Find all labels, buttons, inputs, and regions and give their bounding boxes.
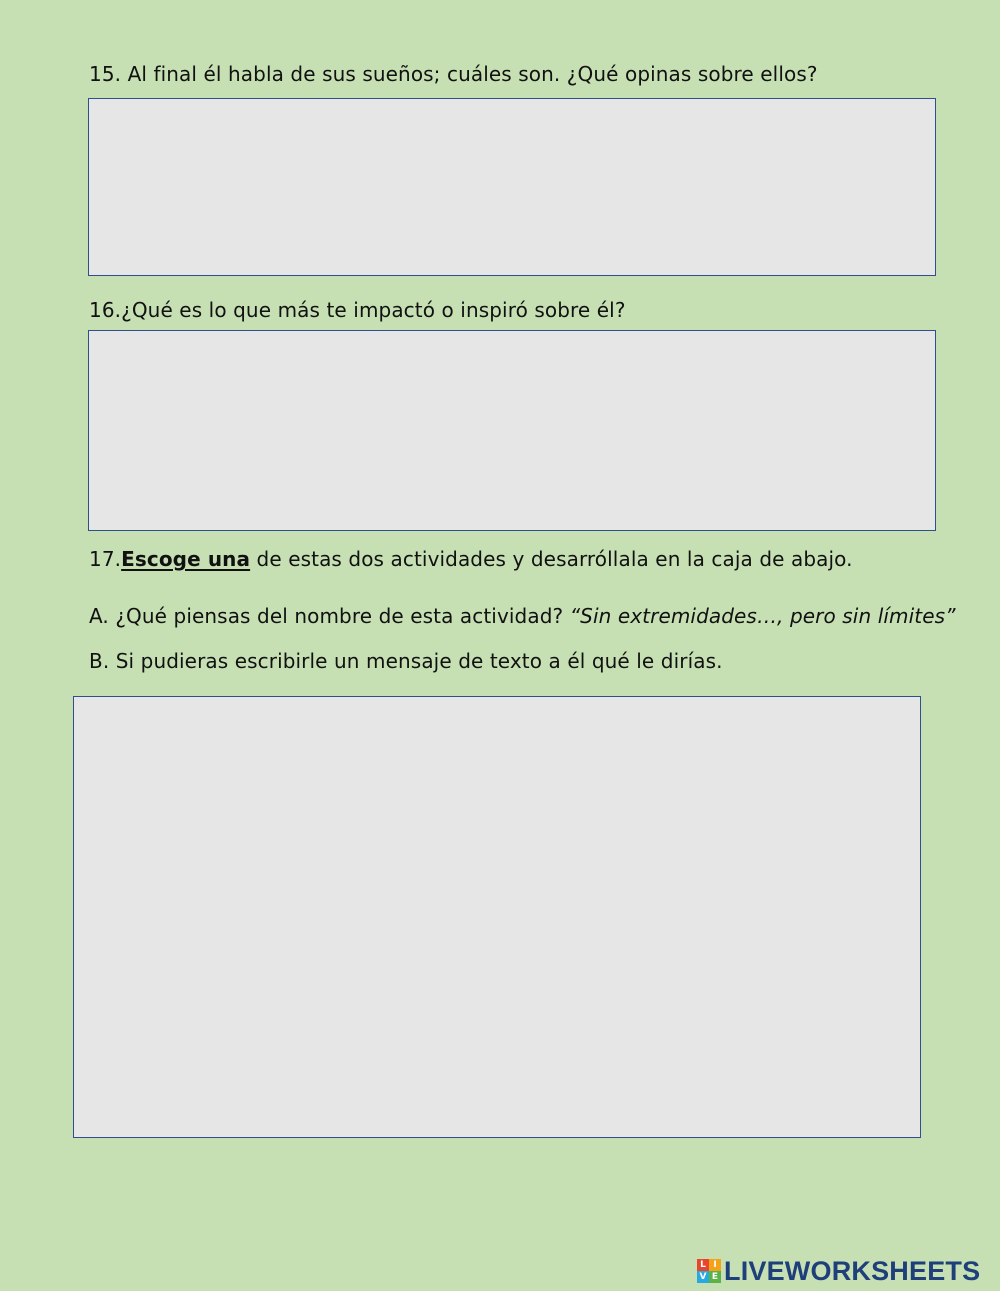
question-17-number: 17. xyxy=(89,547,122,571)
option-a xyxy=(89,604,956,628)
answer-box-15[interactable] xyxy=(88,98,936,276)
question-17-rest: de estas dos actividades y desarróllala en la caja de abajo. xyxy=(250,547,853,571)
question-17 xyxy=(89,547,853,571)
answer-box-17[interactable] xyxy=(73,696,921,1138)
liveworksheets-logo xyxy=(697,1256,980,1286)
option-b: B. Si pudieras escribirle un mensaje de texto a él qué le dirías. xyxy=(89,649,723,673)
option-a-quote: “Sin extremidades…, pero sin límites” xyxy=(569,604,956,628)
option-a-text: A. ¿Qué piensas del nombre de esta actividad? xyxy=(89,604,570,628)
logo-mark-letter: I xyxy=(709,1259,721,1271)
liveworksheets-logo-text: LIVEWORKSHEETS xyxy=(724,1255,981,1286)
logo-mark-letter: V xyxy=(697,1271,709,1283)
logo-mark-letter: L xyxy=(697,1259,709,1271)
question-17-emphasis: Escoge una xyxy=(121,547,251,571)
question-15: 15. Al final él habla de sus sueños; cuáles son. ¿Qué opinas sobre ellos? xyxy=(89,62,818,86)
answer-box-16[interactable] xyxy=(88,330,936,531)
question-16: 16.¿Qué es lo que más te impactó o inspiró sobre él? xyxy=(89,298,626,322)
logo-mark-letter: E xyxy=(709,1271,721,1283)
liveworksheets-logo-mark xyxy=(697,1259,721,1283)
